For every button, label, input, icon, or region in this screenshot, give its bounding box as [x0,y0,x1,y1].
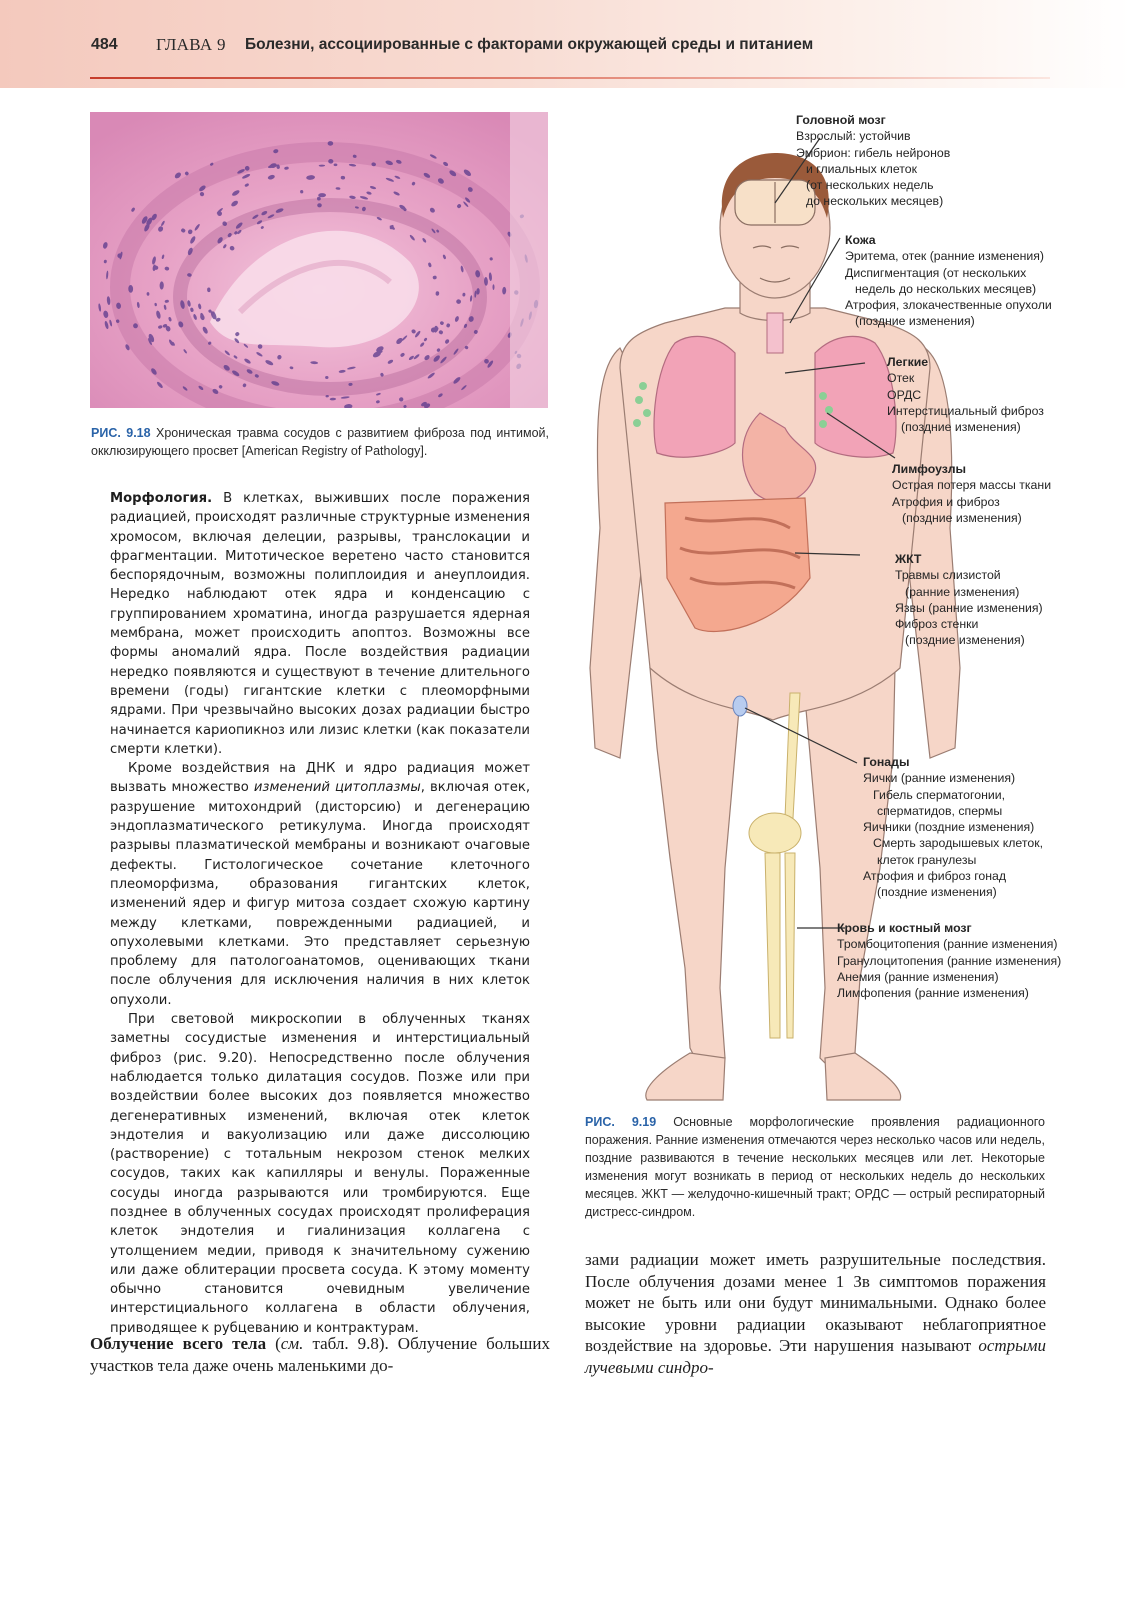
label-line: Яичники (поздние изменения) [863,820,1035,835]
morphology-p1-text: В клетках, выживших после поражения радиацией, происходят различные структурные изменения хромосом, включая делеции, разрывы, транслокации и фрагментации. Митотическое веретено часто становится беспорядочным, возможны полиплоидия и анеуплоидия. Нередко наблюдают отек ядра и конденсацию с группированием хроматина, иногда разрушается ядерная мембрана, может происходить апоптоз. Возможны все формы аномалий ядра. После воздействия радиации нередко появляются и существуют в течение длительного времени (годы) гигантские клетки с плеоморфными ядрами. При чрезвычайно высоких дозах радиации быстро начинается кариопикноз или лизис клетки (как показатели смерти клетки). [110,491,530,757]
whole-body-cont-emphasis: острыми лучевыми синдро- [585,1336,1046,1377]
label-line: Язвы (ранние изменения) [895,600,1043,615]
label-line: ОРДС [887,387,922,402]
whole-body-continued [585,1249,1046,1378]
label-line: до нескольких месяцев) [806,194,944,209]
label-line: Отек [887,371,915,386]
label-line: Лимфопения (ранние изменения) [837,986,1029,1001]
chapter-label: ГЛАВА 9 [156,35,226,54]
label-line: сперматидов, спермы [877,803,1003,818]
whole-body-ref-em: см. [280,1334,304,1353]
label-blood-title: Кровь и костный мозг [837,921,972,935]
whole-body-ref-open: ( [266,1334,281,1353]
morphology-paragraph-2 [110,759,530,1010]
figure-9-19-label: РИС. 9.19 [585,1115,657,1129]
figure-9-19-caption [585,1113,1045,1221]
label-line: (поздние изменения) [901,420,1021,435]
label-lymph-title: Лимфоузлы [892,462,967,476]
label-line: и глиальных клеток [806,161,917,176]
label-line: Тромбоцитопения (ранние изменения) [837,937,1058,952]
label-line: клеток гранулезы [877,852,977,867]
label-line: Анемия (ранние изменения) [837,969,999,984]
label-line: Гранулоцитопения (ранние изменения) [837,953,1062,968]
whole-body-heading: Облучение всего тела [90,1334,267,1353]
cell-nucleus [493,284,495,290]
label-line: (поздние изменения) [902,510,1022,525]
morphology-paragraph-1 [110,489,530,759]
label-line: (от нескольких недель [806,178,934,193]
morphology-paragraph-3: При световой микроскопии в облученных тканях заметны сосудистые изменения и интерстициальный фиброз (рис. 9.20). Непосредственно после облучения наблюдается только дилатация сосудов. Позже или при воздействии более высоких доз появляется множество дегенеративных изменений, включая отек клеток эндотелия и вакуолизацию или даже диссолюцию (растворение) с тотальным некрозом стенок мелких сосудов, таких как капилляры и венулы. Пораженные сосуды иногда разрываются или тромбируются. Еще позднее в облученных сосудах происходят пролиферация клеток эндотелия и гиалинизация коллагена с утолщением медии, приводя к значительному сужению или даже облитерации просвета сосуда. К этому моменту обычно становится очевидным увеличение интерстициального коллагена в области облучения, приводящее к рубцеванию и контрактурам. [110,1012,530,1336]
morphology-p2-emphasis: изменений цитоплазмы [253,780,421,796]
label-line: Атрофия и фиброз гонад [863,869,1007,884]
figure-9-18-caption [91,424,549,460]
whole-body-text: табл. 9.8). Облучение больших участков тела даже очень маленькими до- [90,1334,550,1375]
label-lungs-title: Легкие [887,355,929,369]
label-gonads-title: Гонады [863,755,910,769]
figure-9-18-micrograph [90,112,548,408]
label-line: Интерстициальный фиброз [887,403,1044,418]
label-line: Атрофия и фиброз [892,494,1000,509]
label-line: Атрофия, злокачественные опухоли [845,298,1052,313]
page-number: 484 [91,36,118,53]
label-line: Фиброз стенки [895,617,979,632]
figure-9-19-caption-text: Основные морфологические проявления радиационного поражения. Ранние изменения отмечаются через несколько часов или недель, поздние развиваются в течение нескольких месяцев или лет. Некоторые изменения могут возникать в период от нескольких недель до нескольких месяцев. ЖКТ — желудочно-кишечный тракт; ОРДС — острый респираторный дистресс-синдром. [585,1115,1046,1219]
morphology-block [110,489,530,1338]
whole-body-cont-text: зами радиации может иметь разрушительные последствия. После облучения дозами менее 1 Зв симптомов поражения может не быть или они будут минимальными. Однако более высокие уровни радиации оказывают неблагоприятное воздействие на здоровье. Эти нарушения называют [585,1250,1046,1355]
figure-9-18-caption-text: Хроническая травма сосудов с развитием фиброза под интимой, окклюзирующего просвет [American Registry of Pathology]. [91,426,550,458]
label-line: (поздние изменения) [905,633,1025,648]
label-line: (поздние изменения) [855,314,975,329]
label-brain-title: Головной мозг [796,113,886,127]
label-line: Гибель сперматогонии, [873,787,1006,802]
label-line: Яички (ранние изменения) [863,771,1016,786]
label-line: Острая потеря массы ткани [892,478,1052,493]
morphology-p2-b: , включая отек, разрушение митохондрий (дисторсию) и дегенерацию эндоплазматического ретикулума. Иногда происходят разрывы плазматической мембраны и возникают очаговые дефекты. Гистологическое сочетание клеточного плеоморфизма, образования гигантских клеток, изменений ядер и фигур митоза создает схожую картину между клетками, поврежденными радиацией, и опухолевыми клетками. Это представляет серьезную проблему для патологоанатомов, оценивающих ткани после облучения для исключения наличия в них клеток опухоли. [110,780,531,1008]
figure-9-19-illustration [575,108,1065,1108]
morphology-p2-a: Кроме воздействия на ДНК и ядро радиация может вызвать множество [110,761,530,796]
label-line: Диспигментация (от нескольких [845,265,1027,280]
label-line: Эритема, отек (ранние изменения) [845,249,1045,264]
figure-9-18-label: РИС. 9.18 [91,426,151,440]
label-line: (ранние изменения) [905,584,1020,599]
label-line: Эмбрион: гибель нейронов [796,145,951,160]
label-line: (поздние изменения) [877,885,997,900]
chapter-title: Болезни, ассоциированные с факторами окружающей среды и питанием [245,36,814,53]
label-line: Взрослый: устойчив [796,129,911,144]
header-rule [90,77,1050,79]
label-line: недель до нескольких месяцев) [855,281,1037,296]
morphology-heading: Морфология. [110,491,213,506]
label-line: Травмы слизистой [895,568,1001,583]
label-skin-title: Кожа [845,233,876,247]
whole-body-left [90,1333,550,1376]
label-gi-title: ЖКТ [895,552,922,566]
label-line: Смерть зародышевых клеток, [873,836,1043,851]
